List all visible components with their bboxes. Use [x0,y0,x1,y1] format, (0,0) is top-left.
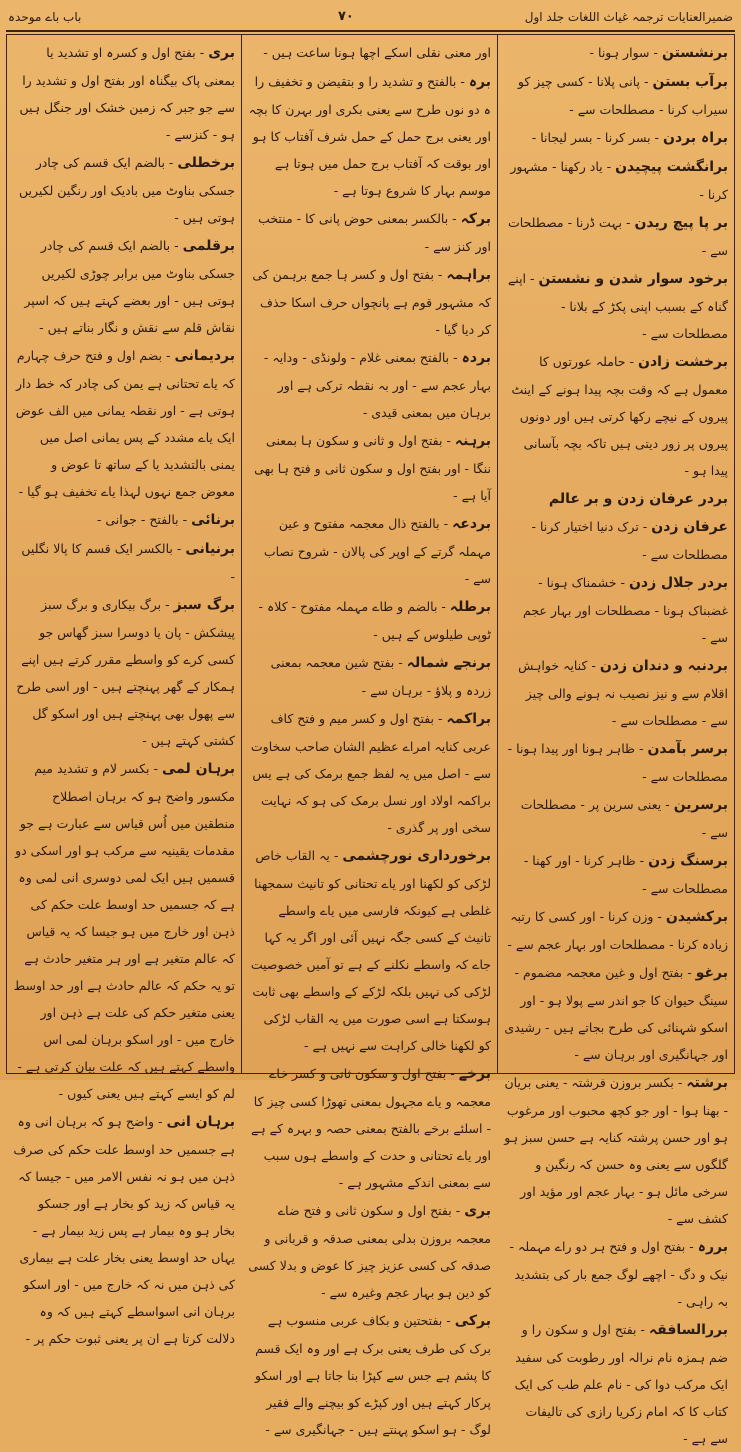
definition: - خشمناک ہونا - غضبناک ہونا - مصطلحات اور بہار عجم سے - [523,575,728,645]
definition: - واضح ہو کہ برہان انی وہ ہے جسمیں حد اوسط علت حکم کی صرف ذہن میں ہو نہ نفس الامر میں - جیسا کہ یہ قیاس کہ زید کو بخار ہے اور جسکو بخار ہو وہ بیمار ہے پس زید بیمار ہے - یہاں حد اوسط یعنی بخار علت ہے بیماری کی ذہن میں نہ کہ خارج میں - اور اسکو برہان انی اسواسطے کہتے ہیں کہ وہ دلالت کرتا ہے ان پر یعنی ثبوت حکم پر - [13,1114,235,1346]
headword: برطلہ [449,599,491,615]
headword: بررہ [697,1239,728,1255]
dictionary-entry [504,68,728,123]
headword: برسنگ زدن [648,853,728,869]
definition: - اپنے گناہ کے بسبب اپنی پکڑ کے بلانا - مصطلحات سے - [507,271,728,341]
column-left [7,35,242,1346]
headword: برہان انی [166,1114,235,1130]
headword: بردہ [461,350,491,366]
dictionary-entry [248,593,491,648]
definition: - حاملہ عورتوں کا معمول ہے کہ وقت بچہ پیدا ہونے کے اینٹ پیروں کے نیچے رکھا کرتی ہیں اور دونوں پیروں پر زور دیتی ہیں تاکہ بچہ بآسانی پیدا ہو - [511,354,728,478]
definition: - بفتح اول و کسرہ او تشدید یا بمعنی پاک بیگناہ اور بفتح اول و تشدید را سے جو جبر کہ زمین خشک اور جنگل ہیں ہو - کنزسے - [19,45,235,142]
headword: برقلمی [182,238,235,254]
definition: اور معنی نقلی اسکے اچھا ہونا ساعت ہیں - [263,45,491,60]
headword: بردیمانی [174,348,235,364]
dictionary-entry [13,232,235,341]
headword: برخشت زادن [638,354,728,370]
definition: - بالضم ایک قسم کی چادر جسکی بناوٹ میں برابر چوڑی لکیریں ہوتی ہیں - اور بعضے کہتے ہیں کہ اسپر نقاش قلم سے نقش و نگار بناتے ہیں - [24,238,235,335]
headword: بردعہ [452,516,491,532]
definition: - بالفتح و تشدید را و بتقیضن و تخفیف را ہ دو نوں طرح سے یعنی بکری اور بہرن کا بچہ اور یعنی برج حمل کے حمل شرف آفتاب کا ہو اور بوقت کہ آفتاب برج حمل میں ہوتا ہے موسم بہار کا شروع ہوتا ہے - [248,74,491,198]
definition: - بسر کرنا - بسر لیجانا - [531,130,660,145]
definition: - سوار ہونا - [589,45,658,60]
definition: - ظاہر ہونا اور پیدا ہونا - مصطلحات سے - [507,741,728,784]
headword: بردر جلال زدن [628,575,728,591]
section-title: باب باے موحدہ [8,10,82,24]
definition: - وزن کرنا - اور کسی کا رتبہ زیادہ کرنا - مصطلحات اور بہار عجم سے - [507,909,728,952]
dictionary-entry [248,649,491,704]
dictionary-entry [13,755,235,1107]
dictionary-entry [248,510,491,592]
headword: براکمہ [446,711,491,727]
dictionary-entry [248,705,491,841]
headword: برگ سبز [173,597,235,613]
dictionary-entry [248,1197,491,1306]
definition: - بفتح اول و سکون ثانی و فتح ضاے معجمہ بروزن بدلی بمعنی صدقہ و قربانی و صدقہ کی کسی عزیز چیز کا عوض و بدلا کسی کو دین ہو بہار عجم وغیرہ سے - [248,1203,491,1300]
headword: بر پا پیچ ریدن [634,215,728,231]
definition: - بفتح شین معجمہ بمعنی زردہ و پلاؤ - برہان سے - [270,655,491,698]
definition: - بالکسر ایک قسم کا پالا نگلیں - [21,541,235,584]
headword: برغو [695,965,728,981]
dictionary-entry [504,39,728,67]
page-header [8,6,733,28]
dictionary-entry [248,427,491,509]
dictionary-entry [504,485,728,568]
definition: - بالضم ایک قسم کی چادر جسکی بناوٹ میں بادیک اور رنگین لکیریں ہوتی ہیں - [18,155,235,225]
dictionary-entry [13,149,235,231]
definition: - یہ القاب خاص لڑکی کو لکھنا اور یاے تحتانی کو تانیث سمجھنا غلطی ہے کیونکہ فارسی میں یاے واسطے تانیث کے کسی جگہ نہیں آئی اور اگر یہ کہا جاے کہ واسطے نکلنے کے ہے تو آمیں خصوصیت لڑکی کی نہیں بلکہ لڑکے کے واسطے بھی ثابت ہوسکتا ہے اسی صورت میں یہ القاب لڑکی کو لکھنا خالی کراہت سے نہیں ہے - [250,848,491,1053]
definition: - بفتح اول و ثانی و سکون ہا بمعنی ننگا - اور بفتح اول و سکون ثانی و فتح ہا بھی آیا ہے - [254,433,491,503]
definition: - ترک دنیا اختیار کرنا - مصطلحات سے - [531,519,728,562]
column-middle [242,35,498,1437]
dictionary-entry [13,342,235,505]
dictionary-entry [13,535,235,590]
headword: برہنہ [454,433,491,449]
definition: - بفتح اول و غین معجمہ مضموم - سینگ حیوان کا جو اندر سے پولا ہو - اور اسکو شہنائی کی طرح بجاتے ہیں - رشیدی اور جہانگیری اور برہان سے - [504,965,728,1062]
dictionary-entry [504,791,728,846]
headword: برہ [468,74,491,90]
dictionary-entry [504,1233,728,1315]
definition: - بفتح اول و فتح ہر دو راے مہملہ - نیک و دگ - اچھے لوگ جمع بار کی بتشدید بہ راہی - [509,1239,728,1309]
headword: برنیانی [185,541,235,557]
definition: - بہت ڈرنا - مصطلحات سے - [508,215,728,258]
header-rule [6,30,735,32]
headword: برہان لمی [161,761,235,777]
dictionary-entry [13,39,235,148]
dictionary-entry [248,1060,491,1196]
dictionary-entry [504,348,728,484]
dictionary-entry [504,1316,728,1452]
headword: برنجے شمالہ [406,655,491,671]
headword: براہ بردن [663,130,728,146]
definition: - بفتح اول و سکون را و ضم ہمزہ نام نرالہ اور رطوبت کی سفید ایک مرکب دوا کی - نام علم طب کی ایک کتاب کا کہ امام زکریا رازی کی تالیفات سے ہے - [514,1322,728,1446]
dictionary-entry [504,153,728,208]
dictionary-entry [504,124,728,152]
dictionary-entry [504,265,728,347]
definition: - بفتح اول و سکون ثانی و کسر خاے معجمہ و یاے مجہول بمعنی تھوڑا کسی چیز کا - اسلئے برخے بالفتح بمعنی حصہ و بہرہ کے ہے اور یاے تحتانی و حدت کے واسطے ہوں سبب سے بمعنی اندکے مشہور ہے - [251,1066,491,1190]
headword: برنشستن [661,45,728,61]
headword: برکشیدن [665,909,728,925]
headword: براہمہ [446,267,491,283]
definition: - پانی پلانا - کسی چیز کو سیراب کرنا - مصطلحات سے - [517,74,728,117]
headword: بردنبہ و دندان زدن [599,658,728,674]
dictionary-entry [248,1307,491,1443]
headword: برخے [458,1066,491,1082]
dictionary-entry [504,209,728,264]
column-right [498,35,734,1446]
definition: - یعنی سرین پر - مصطلحات سے - [520,797,728,840]
headword: برنائی [191,512,235,528]
dictionary-entry [248,261,491,343]
headword: برکی [454,1313,491,1329]
headword: بری [464,1203,491,1219]
definition: - بالفتح - جوانی - [96,512,188,527]
dictionary-entry [504,652,728,734]
dictionary-entry [504,569,728,651]
headword: برخطلی [177,155,235,171]
headword: برسر بآمدن [647,741,728,757]
dictionary-entry [504,847,728,902]
definition: - بفتحتین و بکاف عربی منسوب ہے برک کی طرف یعنی برک ہے اور وہ ایک قسم کا پشم ہے جس سے کپڑا بنا جاتا ہے اور اسکو پرکار کہتے ہیں اور کپڑے کو بیچنے والے فقیر لوگ - ہو اسکو پہنتے ہیں - جہانگیری سے - [254,1313,491,1437]
headword: برخورداری نورچشمی [342,848,491,864]
dictionary-entry [13,591,235,754]
headword: برسرین [673,797,728,813]
dictionary-entry [13,1108,235,1352]
definition: - بفتح اول و کسر میم و فتح کاف عربی کنایہ امراے عظیم الشان صاحب سخاوت سے - اصل میں یہ لفظ جمع برمک کی ہے یس براکمہ اولاد اور نسل برمک کی ہو کہ نہایت سخی اور پر گذری - [250,711,491,835]
headword: برآب بستن [652,74,728,90]
dictionary-entry [504,1069,728,1232]
definition: - بالضم و طاے مہملہ مفتوح - کلاہ - ٹوپی طیلوس کے ہیں - [258,599,491,642]
definition: - بکسر بروزن فرشتہ - یعنی بریان - بھنا ہوا - اور جو کچھ محبوب اور مرغوب ہو اور حسن پرشتہ کنایہ ہے حسن سبز ہو گلگوں سے یعنی وہ حسن کہ رنگین و سرخی مائل ہو - بہار عجم اور مؤید اور کشف سے - [504,1075,728,1226]
dictionary-entry [248,39,491,67]
headword: برانگشت پیچیدن [615,159,728,175]
headword: بررالسافقہ [648,1322,728,1338]
definition: - بالکسر بمعنی حوض پانی کا - منتخب اور کنز سے - [258,211,491,254]
dictionary-entry [504,903,728,958]
page-number: ۷۰ [338,9,354,24]
dictionary-entry [504,735,728,790]
definition: - کنایہ خواہش اقلام سے و نیز نصیب نہ ہونے والی چیز سے - مصطلحات سے - [518,658,728,728]
definition: - بفتح اول و کسر ہا جمع برہمن کی کہ مشہور قوم ہے پانچواں حرف اسکا حذف کر دیا گیا - [252,267,491,337]
running-title: ضمیرالعنایات ترجمہ غیاث اللغات جلد اول [524,10,733,24]
definition: - بکسر لام و تشدید میم مکسور واضح ہو کہ برہان اصطلاح منطقین میں اُس قیاس سے عبارت ہے جو مقدمات یقینیہ سے مرکب ہو اور اسکی دو قسمیں ہیں ایک لمی دوسری انی لمی وہ ہے کہ جسمیں حد اوسط علت حکم کی ذہن اور خارج میں ہو جیسا کہ یہ قیاس کہ عالم متغیر ہے اور ہر متغیر حادث ہے تو یہ حکم کہ عالم حادث ہے اور حد اوسط یعنی متغیر حکم کی علت ہے ذہن اور خارج میں - اور اسکو برہان لمی اس واسطے کہتے ہیں کہ علت بیان کرتی ہے - لم کو ایسے کہتے ہیں یعنی کیوں - [13,761,235,1101]
dictionary-entry [13,506,235,534]
definition: - بالفتح ذال معجمہ مفتوح و عین مہملہ گرتے کے اوپر کی پالان - شروح نصاب سے - [263,516,491,586]
definition: - ظاہر کرنا - اور کھنا - مصطلحات سے - [523,853,728,896]
headword: برخود سوار شدن و نشستن [538,271,728,287]
dictionary-entry [248,205,491,260]
headword: برشتہ [686,1075,728,1091]
dictionary-entry [248,344,491,426]
headword: برکہ [460,211,491,227]
definition: - یاد رکھنا - مشہور کرنا - [510,159,728,202]
headword: بردر عرفان زدن و بر عالم عرفان زدن [548,491,728,535]
dictionary-entry [504,959,728,1068]
definition: - بضم اول و فتح حرف چہارم کہ یاے تحتانی ہے یمن کی چادر کہ خط دار ہوتی ہے - اور نقطہ یمانی میں الف عوض ایک یاے مشدد کے پس یمانی اصل میں یمنی بالتشدید یا کے ساتھ تا عوض و معوض جمع نہوں لہذا یاے تخفیف ہو گیا - [15,348,235,499]
dictionary-entry [248,842,491,1059]
columns-container [6,34,735,1446]
definition: - بالفتح بمعنی غلام - ولونڈی - ودایہ - بہار عجم سے - اور بہ نقطہ ترکی ہے اور برہان میں بمعنی قیدی - [263,350,491,420]
headword: بری [208,45,235,61]
dictionary-entry [248,68,491,204]
definition: - برگ بیکاری و برگ سبز پیشکش - پان یا دوسرا سبز گھاس جو کسی کرے کو واسطے مقرر کرتے ہیں اپنے ہمکار کے گھر پہنچتے ہیں - اور اسی طرح سے پھول بھی پہنچتے ہیں اور اسکو گل کشتی کہتے ہیں - [16,597,235,748]
